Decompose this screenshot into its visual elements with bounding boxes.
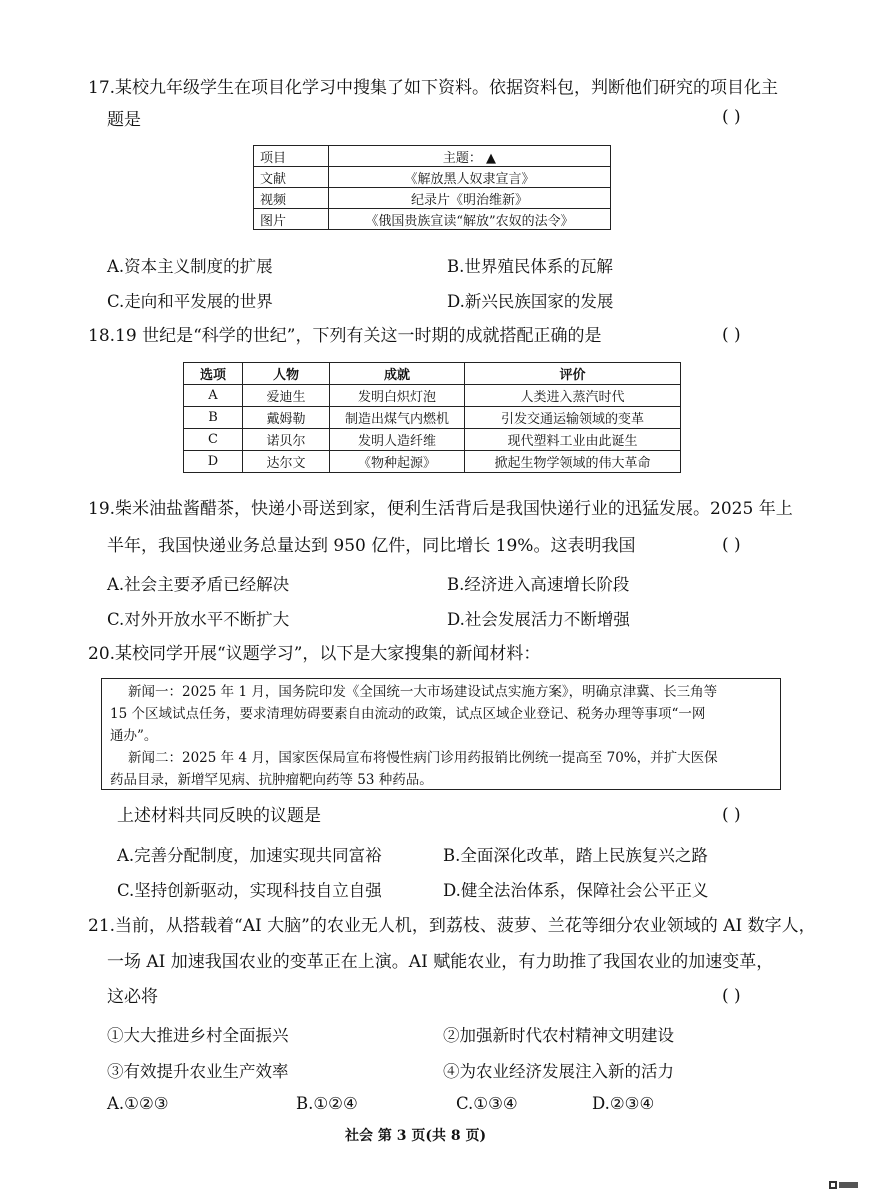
table-cell: 《俄国贵族宣读“解放”农奴的法令》 — [329, 209, 611, 230]
table-cell: 掀起生物学领域的伟大革命 — [465, 451, 681, 473]
table-cell: 文献 — [254, 167, 329, 188]
q20-news-box — [101, 678, 781, 790]
q21-statement-2: ②加强新时代农村精神文明建设 — [443, 1026, 674, 1045]
table-cell: B — [184, 407, 243, 429]
table-cell: 达尔文 — [243, 451, 330, 473]
table-header: 人物 — [243, 363, 330, 385]
q18-achievement-table — [183, 362, 681, 473]
news1-line: 通办”。 — [110, 728, 158, 744]
news2-line: 新闻二：2025 年 4 月，国家医保局宣布将慢性病门诊用药报销比例统一提高至 70%，并扩大医保 — [128, 750, 718, 766]
q21-stem-line1: 21.当前，从搭载着“AI 大脑”的农业无人机，到荔枝、菠萝、兰花等细分农业领域的 AI 数字人， — [88, 916, 816, 936]
table-cell: C — [184, 429, 243, 451]
q20-question: 上述材料共同反映的议题是 — [117, 806, 321, 826]
q20-option-b[interactable]: B.全面深化改革，踏上民族复兴之路 — [443, 846, 708, 865]
q21-option-b[interactable]: B.①②④ — [296, 1094, 358, 1113]
q17-stem-line1: 17.某校九年级学生在项目化学习中搜集了如下资料。依据资料包，判断他们研究的项目化主 — [88, 78, 779, 98]
table-header-row — [184, 363, 681, 385]
q19-answer-paren: ( ) — [722, 535, 741, 555]
q18-stem: 18.19 世纪是“科学的世纪”，下列有关这一时期的成就搭配正确的是 — [88, 326, 602, 346]
table-row — [184, 451, 681, 473]
table-cell: 发明白炽灯泡 — [330, 385, 465, 407]
table-row — [254, 188, 611, 209]
table-header: 成就 — [330, 363, 465, 385]
q20-option-d[interactable]: D.健全法治体系，保障社会公平正义 — [443, 881, 709, 900]
table-cell: 主题： ▲ — [329, 146, 611, 167]
table-row — [254, 209, 611, 230]
table-cell: 项目 — [254, 146, 329, 167]
table-cell: 制造出煤气内燃机 — [330, 407, 465, 429]
q21-stem-line3: 这必将 — [107, 987, 158, 1007]
table-cell: 现代塑料工业由此诞生 — [465, 429, 681, 451]
table-cell: 人类进入蒸汽时代 — [465, 385, 681, 407]
news2-line: 药品目录，新增罕见病、抗肿瘤靶向药等 53 种药品。 — [110, 772, 433, 788]
table-header: 评价 — [465, 363, 681, 385]
table-cell: 爱迪生 — [243, 385, 330, 407]
news1-line: 新闻一：2025 年 1 月，国务院印发《全国统一大市场建设试点实施方案》，明确京津冀、长三角等 — [128, 684, 718, 700]
table-cell: D — [184, 451, 243, 473]
q19-stem-line2: 半年，我国快递业务总量达到 950 亿件，同比增长 19%。这表明我国 — [107, 536, 636, 556]
table-cell: 发明人造纤维 — [330, 429, 465, 451]
q20-option-a[interactable]: A.完善分配制度，加速实现共同富裕 — [117, 846, 382, 865]
table-cell: 引发交通运输领域的变革 — [465, 407, 681, 429]
q17-option-d[interactable]: D.新兴民族国家的发展 — [447, 292, 614, 311]
qr-watermark-icon — [829, 1175, 859, 1185]
q19-option-a[interactable]: A.社会主要矛盾已经解决 — [107, 575, 290, 594]
q19-option-b[interactable]: B.经济进入高速增长阶段 — [447, 575, 630, 594]
table-cell: 图片 — [254, 209, 329, 230]
q21-option-c[interactable]: C.①③④ — [456, 1094, 518, 1113]
table-row — [254, 167, 611, 188]
q21-option-d[interactable]: D.②③④ — [592, 1094, 655, 1113]
table-cell: 《解放黑人奴隶宣言》 — [329, 167, 611, 188]
table-header: 选项 — [184, 363, 243, 385]
table-cell: 诺贝尔 — [243, 429, 330, 451]
q21-statement-4: ④为农业经济发展注入新的活力 — [443, 1062, 674, 1081]
table-cell: 《物种起源》 — [330, 451, 465, 473]
table-row — [184, 407, 681, 429]
q17-stem-line2: 题是 — [107, 110, 141, 130]
q21-statement-3: ③有效提升农业生产效率 — [107, 1062, 289, 1081]
q17-option-a[interactable]: A.资本主义制度的扩展 — [107, 257, 273, 276]
q21-stem-line2: 一场 AI 加速我国农业的变革正在上演。AI 赋能农业，有力助推了我国农业的加速变革， — [107, 952, 774, 972]
q21-answer-paren: ( ) — [722, 986, 741, 1006]
q17-option-c[interactable]: C.走向和平发展的世界 — [107, 292, 273, 311]
q19-option-d[interactable]: D.社会发展活力不断增强 — [447, 610, 630, 629]
q20-stem: 20.某校同学开展“议题学习”，以下是大家搜集的新闻材料： — [88, 644, 541, 664]
q20-answer-paren: ( ) — [722, 805, 741, 825]
q20-option-c[interactable]: C.坚持创新驱动，实现科技自立自强 — [117, 881, 382, 900]
table-row — [254, 146, 611, 167]
page-footer: 社会 第 3 页(共 8 页) — [345, 1128, 487, 1144]
q21-statement-1: ①大大推进乡村全面振兴 — [107, 1026, 289, 1045]
q19-stem-line1: 19.柴米油盐酱醋茶，快递小哥送到家，便利生活背后是我国快递行业的迅猛发展。2025 年上 — [88, 499, 793, 519]
table-row — [184, 429, 681, 451]
table-row — [184, 385, 681, 407]
table-cell: 视频 — [254, 188, 329, 209]
q19-option-c[interactable]: C.对外开放水平不断扩大 — [107, 610, 290, 629]
table-cell: A — [184, 385, 243, 407]
q18-answer-paren: ( ) — [722, 325, 741, 345]
table-cell: 纪录片《明治维新》 — [329, 188, 611, 209]
q21-option-a[interactable]: A.①②③ — [107, 1094, 169, 1113]
q17-answer-paren: ( ) — [722, 107, 741, 127]
table-cell: 戴姆勒 — [243, 407, 330, 429]
news1-line: 15 个区域试点任务，要求清理妨碍要素自由流动的政策，试点区域企业登记、税务办理等事项“一网 — [110, 706, 706, 722]
q17-material-table — [253, 145, 611, 230]
q17-option-b[interactable]: B.世界殖民体系的瓦解 — [447, 257, 613, 276]
